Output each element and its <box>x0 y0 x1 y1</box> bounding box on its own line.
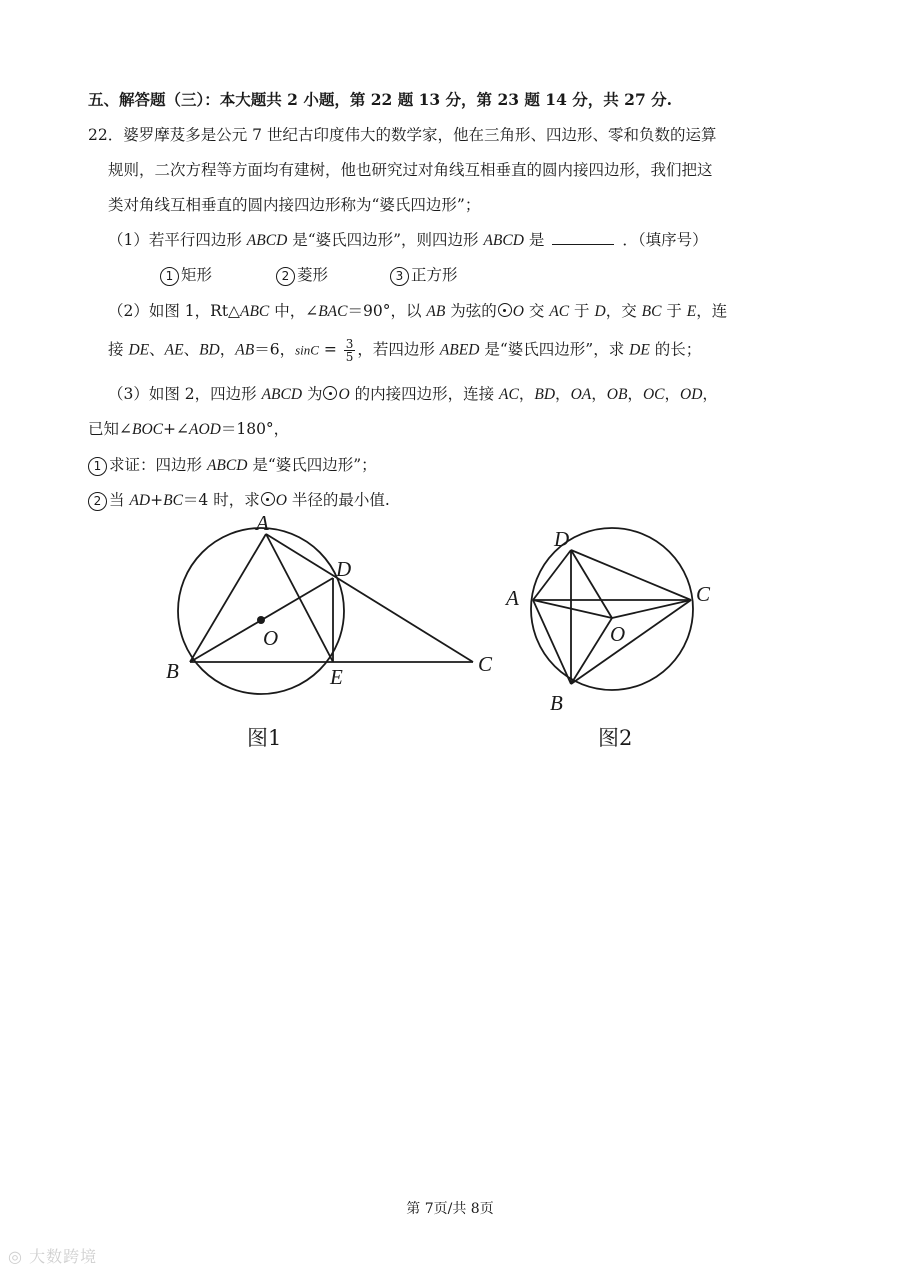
label-o: O <box>610 622 626 646</box>
circle-dot-icon <box>323 386 337 400</box>
m: E <box>686 303 697 320</box>
t: ， <box>591 385 607 403</box>
part2-line-1 <box>108 300 727 323</box>
question-intro-line-3: 类对角线互相垂直的圆内接四边形称为“婆氏四边形”； <box>108 196 481 214</box>
t: ， <box>664 385 680 403</box>
part3-line-2 <box>88 418 289 441</box>
numerator: 3 <box>345 337 354 351</box>
t: 是“婆氏四边形”，求 <box>479 340 630 359</box>
t: 是“婆氏四边形”； <box>247 456 377 474</box>
t: 已知∠ <box>88 420 132 438</box>
label-b: B <box>550 691 563 715</box>
m: ABC <box>239 303 270 320</box>
circle-o <box>178 528 344 694</box>
option-label: 矩形 <box>181 266 213 284</box>
part1-question <box>108 229 708 252</box>
circle-o <box>531 528 693 690</box>
m: O <box>338 386 350 403</box>
m: BAC <box>318 303 348 320</box>
text: 是 <box>523 231 545 249</box>
t: = <box>318 340 342 359</box>
m: AC <box>549 303 570 320</box>
t: 于 <box>661 302 687 320</box>
t: ，交 <box>605 302 642 320</box>
t: ＝6， <box>254 340 296 359</box>
t: +∠ <box>163 420 189 438</box>
sin-c: sinC <box>295 342 319 358</box>
label-a: A <box>506 586 519 610</box>
m: BC <box>641 303 662 320</box>
section-heading: 五、解答题（三）：本大题共 2 小题，第 22 题 13 分，第 23 题 14 分，共 27 分. <box>88 90 673 109</box>
question-intro-line-2: 规则，二次方程等方面均有建树，他也研究过对角线互相垂直的圆内接四边形，我们把这 <box>108 161 713 179</box>
circle-dot-icon <box>498 303 512 317</box>
t: ， <box>518 385 535 403</box>
m: AOD <box>188 421 221 438</box>
watermark-logo-icon: ◎ <box>8 1247 23 1266</box>
m: ABED <box>439 341 480 359</box>
m: OB <box>606 386 628 403</box>
t: 为 <box>302 385 323 403</box>
m: D <box>594 303 606 320</box>
segment-oa <box>533 600 612 618</box>
t: 、 <box>183 340 200 359</box>
m: ABCD <box>206 457 248 474</box>
option-1 <box>160 264 212 286</box>
text: （1）若平行四边形 <box>108 231 247 249</box>
watermark-text: 大数跨境 <box>29 1247 98 1266</box>
m: BOC <box>132 421 163 438</box>
circled-number: 1 <box>88 457 107 476</box>
label-c: C <box>478 652 493 676</box>
math: ABCD <box>246 232 288 249</box>
t: ， <box>627 385 643 403</box>
m: OD <box>680 386 703 403</box>
segment-od <box>571 550 612 618</box>
segment-ac <box>266 534 473 662</box>
m: AB <box>426 303 446 320</box>
label-b: B <box>166 659 179 683</box>
m: O <box>275 492 287 509</box>
m: AE <box>164 341 184 359</box>
circle-dot-icon <box>261 492 275 506</box>
m: BD <box>534 386 556 403</box>
m: O <box>512 303 524 320</box>
m: DE <box>629 341 650 359</box>
option-2 <box>276 264 328 286</box>
m: AD <box>129 492 151 509</box>
fraction-3-5 <box>344 338 356 363</box>
m: OA <box>570 386 592 403</box>
t: 半径的最小值. <box>286 491 390 509</box>
t: （2）如图 1，Rt△ <box>108 302 240 320</box>
figure-1-caption: 图1 <box>247 726 282 750</box>
m: DE <box>128 341 150 359</box>
t: 求证：四边形 <box>109 456 207 474</box>
answer-blank[interactable] <box>552 230 614 245</box>
part3-sub-1 <box>88 454 377 477</box>
t: ＝180°， <box>220 420 290 438</box>
text: 是“婆氏四边形”，则四边形 <box>287 231 484 249</box>
math: ABCD <box>483 232 524 249</box>
label-e: E <box>330 665 343 689</box>
text: ．（填序号） <box>622 231 708 249</box>
t: ， <box>219 340 236 359</box>
segment-ob <box>571 618 612 684</box>
t: ， <box>555 385 571 403</box>
option-label: 正方形 <box>411 266 458 284</box>
option-3 <box>390 264 458 286</box>
circled-number: 3 <box>390 267 409 286</box>
t: ，连 <box>696 302 728 320</box>
t: ＝90°，以 <box>347 302 427 320</box>
t: （3）如图 2，四边形 <box>108 385 262 403</box>
figure-2-diagram <box>500 520 730 720</box>
figure-2-caption: 图2 <box>598 726 633 750</box>
part2-line-2 <box>108 338 701 363</box>
label-d: D <box>554 527 570 551</box>
m: BC <box>163 492 183 509</box>
label-a: A <box>256 511 269 535</box>
label-d: D <box>336 557 352 581</box>
t: 中，∠ <box>269 302 319 320</box>
watermark <box>8 1244 97 1267</box>
center-point <box>257 616 265 624</box>
m: BD <box>199 341 220 359</box>
part3-line-1 <box>108 383 718 406</box>
t: 接 <box>108 340 129 359</box>
option-label: 菱形 <box>297 266 329 284</box>
t: 当 <box>109 491 130 509</box>
t: 于 <box>569 302 595 320</box>
label-c: C <box>696 582 711 606</box>
circled-number: 1 <box>160 267 179 286</box>
circled-number: 2 <box>276 267 295 286</box>
label-o: O <box>263 626 279 650</box>
t: 交 <box>523 302 550 320</box>
m: AB <box>235 341 255 359</box>
question-intro-line-1: 22．婆罗摩芨多是公元 7 世纪古印度伟大的数学家，他在三角形、四边形、零和负数的运算 <box>88 126 717 144</box>
m: ABCD <box>261 386 303 403</box>
figure-1-diagram <box>150 508 510 708</box>
segment-dc <box>571 550 691 600</box>
t: ＝4 时，求 <box>182 491 260 509</box>
t: 的长； <box>649 340 702 359</box>
t: 为弦的 <box>445 302 497 320</box>
m: OC <box>642 386 665 403</box>
circled-number: 2 <box>88 492 107 511</box>
t: + <box>150 491 164 509</box>
t: 、 <box>149 340 165 359</box>
t: ，若四边形 <box>357 340 440 359</box>
denominator: 5 <box>345 350 354 364</box>
page-footer: 第 7页/共 8页 <box>406 1201 494 1217</box>
m: AC <box>499 386 519 403</box>
t: 的内接四边形，连接 <box>349 385 500 403</box>
t: ， <box>702 385 718 403</box>
